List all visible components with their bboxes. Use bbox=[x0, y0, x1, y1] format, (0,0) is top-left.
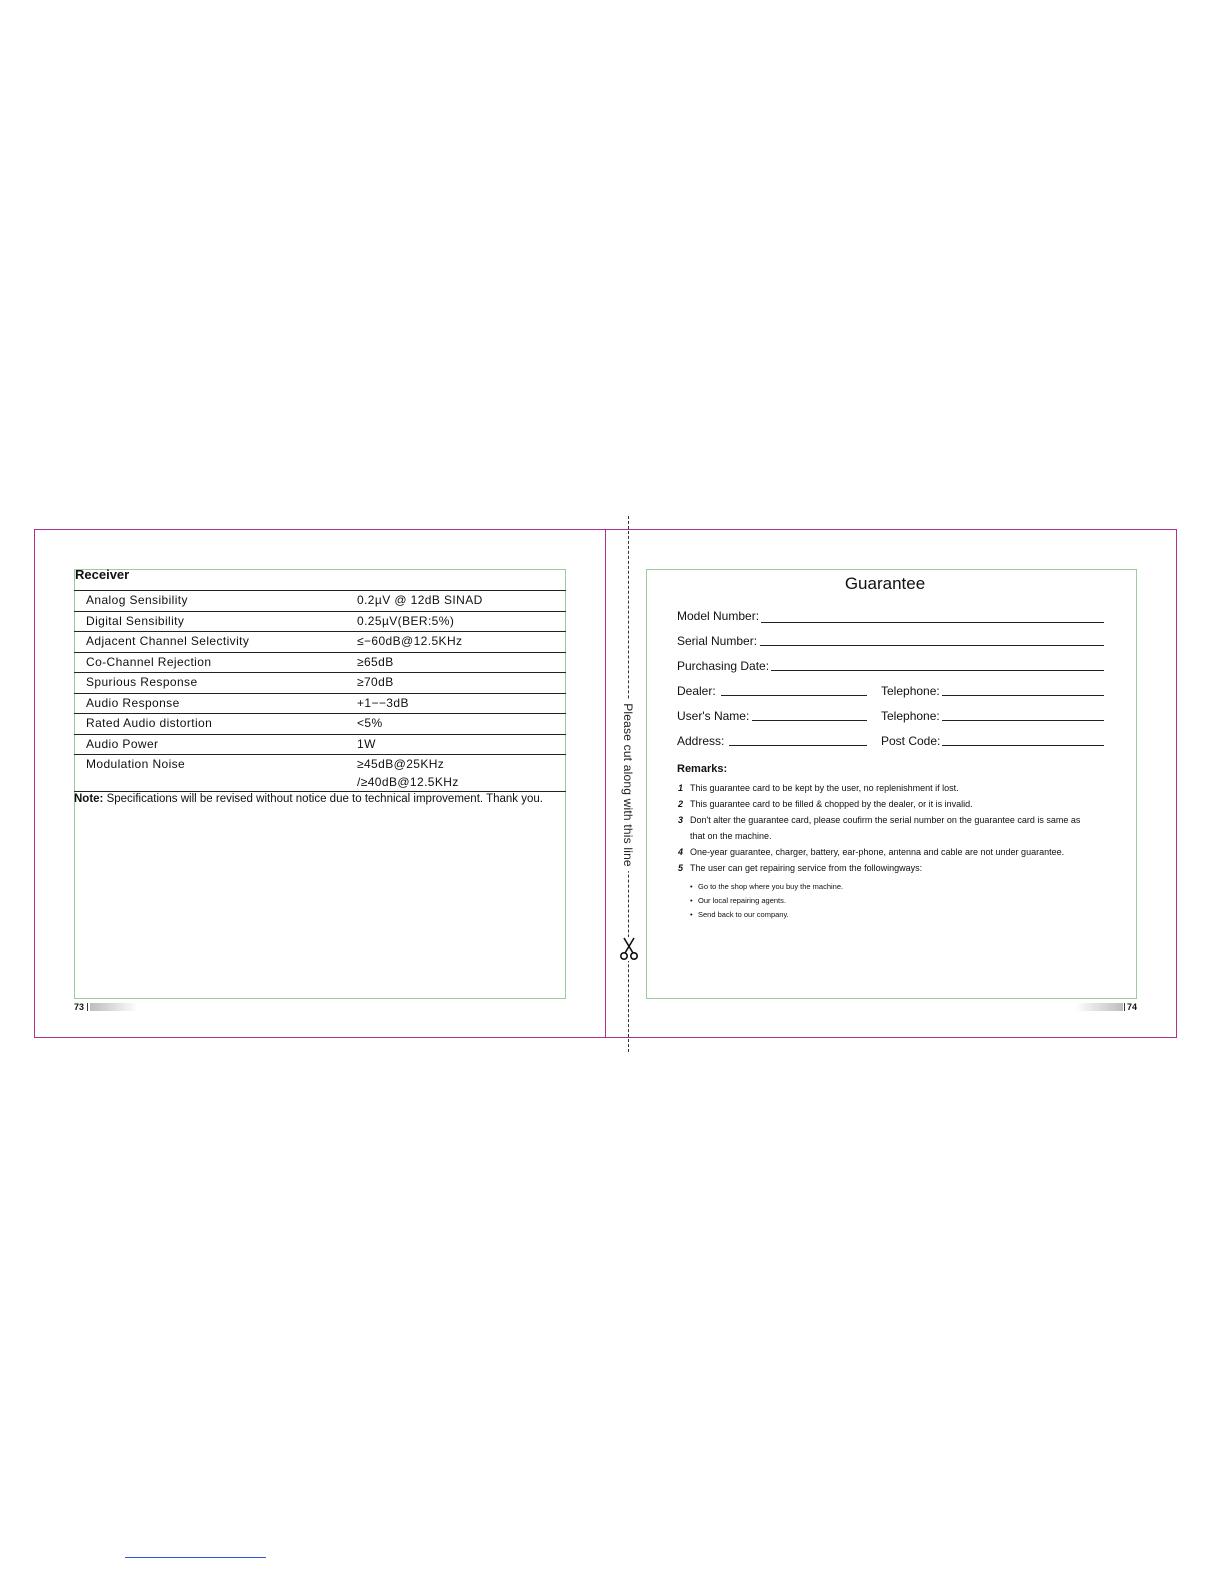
address-field[interactable] bbox=[729, 745, 867, 746]
remark-text: This guarantee card to be filled & chopped by the dealer, or it is invalid. bbox=[690, 799, 973, 809]
post-code-label: Post Code: bbox=[881, 734, 941, 748]
service-way-item: • Send back to our company. bbox=[698, 910, 789, 919]
table-row bbox=[74, 693, 566, 714]
service-way-item: • Our local repairing agents. bbox=[698, 896, 786, 905]
remark-text-continued: that on the machine. bbox=[690, 831, 772, 841]
guarantee-title: Guarantee bbox=[844, 574, 926, 593]
remark-number: 4 bbox=[678, 847, 684, 857]
receiver-heading: Receiver bbox=[75, 567, 130, 582]
purchasing-date-label: Purchasing Date: bbox=[677, 659, 770, 673]
spec-label: Digital Sensibility bbox=[86, 613, 185, 628]
dealer-telephone-field[interactable] bbox=[942, 695, 1104, 696]
remark-number: 2 bbox=[678, 799, 684, 809]
spec-label: Co-Channel Rejection bbox=[86, 654, 212, 669]
spec-value: +1−−3dB bbox=[357, 695, 409, 710]
spec-value: <5% bbox=[357, 716, 383, 730]
page-number-left: 73 bbox=[74, 1002, 85, 1012]
service-way-item: • Go to the shop where you buy the machine. bbox=[698, 882, 843, 891]
model-number-label: Model Number: bbox=[677, 609, 760, 623]
cut-line-label: Please cut along with this line bbox=[619, 699, 637, 871]
spec-value-secondary: /≥40dB@12.5KHz bbox=[357, 775, 459, 789]
spec-value: ≥70dB bbox=[357, 675, 394, 689]
dealer-field[interactable] bbox=[721, 695, 867, 696]
spec-label: Audio Power bbox=[86, 736, 159, 751]
specs-note bbox=[74, 793, 543, 805]
page-number-separator bbox=[1124, 1003, 1125, 1011]
serial-number-label: Serial Number: bbox=[677, 634, 758, 648]
spec-label: Spurious Response bbox=[86, 675, 198, 689]
dealer-label: Dealer: bbox=[677, 684, 716, 698]
users-name-field[interactable] bbox=[752, 720, 867, 721]
remarks-heading: Remarks: bbox=[677, 763, 728, 775]
spec-value: ≤−60dB@12.5KHz bbox=[357, 634, 463, 648]
remark-item bbox=[678, 847, 1065, 857]
table-row bbox=[74, 713, 566, 734]
spec-value: 0.2µV @ 12dB SINAD bbox=[357, 593, 483, 607]
purchasing-date-field[interactable] bbox=[771, 670, 1104, 671]
spec-label: Modulation Noise bbox=[86, 757, 186, 771]
users-name-label: User's Name: bbox=[677, 709, 750, 723]
spec-label: Adjacent Channel Selectivity bbox=[86, 634, 250, 648]
remark-item bbox=[678, 783, 959, 793]
remark-number: 5 bbox=[678, 863, 684, 873]
user-telephone-field[interactable] bbox=[942, 720, 1104, 721]
spec-label: Audio Response bbox=[86, 695, 180, 710]
table-bottom-rule bbox=[74, 791, 566, 792]
spec-value: 0.25µV(BER:5%) bbox=[357, 613, 455, 628]
table-row bbox=[74, 734, 566, 755]
table-row bbox=[74, 611, 566, 632]
spec-label: Rated Audio distortion bbox=[86, 716, 213, 730]
page-gradient-bar bbox=[90, 1003, 138, 1011]
spec-value: 1W bbox=[357, 736, 376, 751]
remark-item bbox=[678, 815, 1081, 825]
footer-rule bbox=[125, 1557, 266, 1558]
note-label: Note: bbox=[74, 793, 104, 805]
user-telephone-label: Telephone: bbox=[881, 709, 940, 723]
page-number-right: 74 bbox=[1127, 1002, 1138, 1012]
remark-number: 3 bbox=[678, 815, 684, 825]
table-row bbox=[74, 754, 566, 791]
remark-text: Don't alter the guarantee card, please coufirm the serial number on the guarantee card is same as bbox=[690, 815, 1081, 825]
remark-item bbox=[678, 863, 923, 873]
remark-text: One-year guarantee, charger, battery, ear-phone, antenna and cable are not under guarantee. bbox=[690, 847, 1065, 857]
dealer-telephone-label: Telephone: bbox=[881, 684, 940, 698]
page-gradient-bar bbox=[1075, 1003, 1123, 1011]
note-text: Specifications will be revised without notice due to technical improvement. Thank you. bbox=[103, 793, 543, 805]
address-label: Address: bbox=[677, 734, 725, 748]
remark-text: The user can get repairing service from the followingways: bbox=[690, 863, 923, 873]
page-divider bbox=[605, 529, 606, 1038]
model-number-field[interactable] bbox=[761, 622, 1104, 623]
remark-number: 1 bbox=[678, 783, 684, 793]
page-number-separator bbox=[87, 1003, 88, 1011]
remark-text: This guarantee card to be kept by the user, no replenishment if lost. bbox=[690, 783, 959, 793]
table-row bbox=[74, 652, 566, 673]
spec-label: Analog Sensibility bbox=[86, 593, 188, 607]
receiver-spec-table bbox=[74, 590, 566, 792]
table-row bbox=[74, 631, 566, 652]
spec-value: ≥45dB@25KHz bbox=[357, 757, 445, 771]
serial-number-field[interactable] bbox=[760, 645, 1104, 646]
spec-value: ≥65dB bbox=[357, 654, 394, 669]
scissors-icon bbox=[619, 937, 639, 961]
post-code-field[interactable] bbox=[942, 745, 1104, 746]
remark-item bbox=[678, 799, 973, 809]
table-row bbox=[74, 590, 566, 611]
table-row bbox=[74, 672, 566, 693]
